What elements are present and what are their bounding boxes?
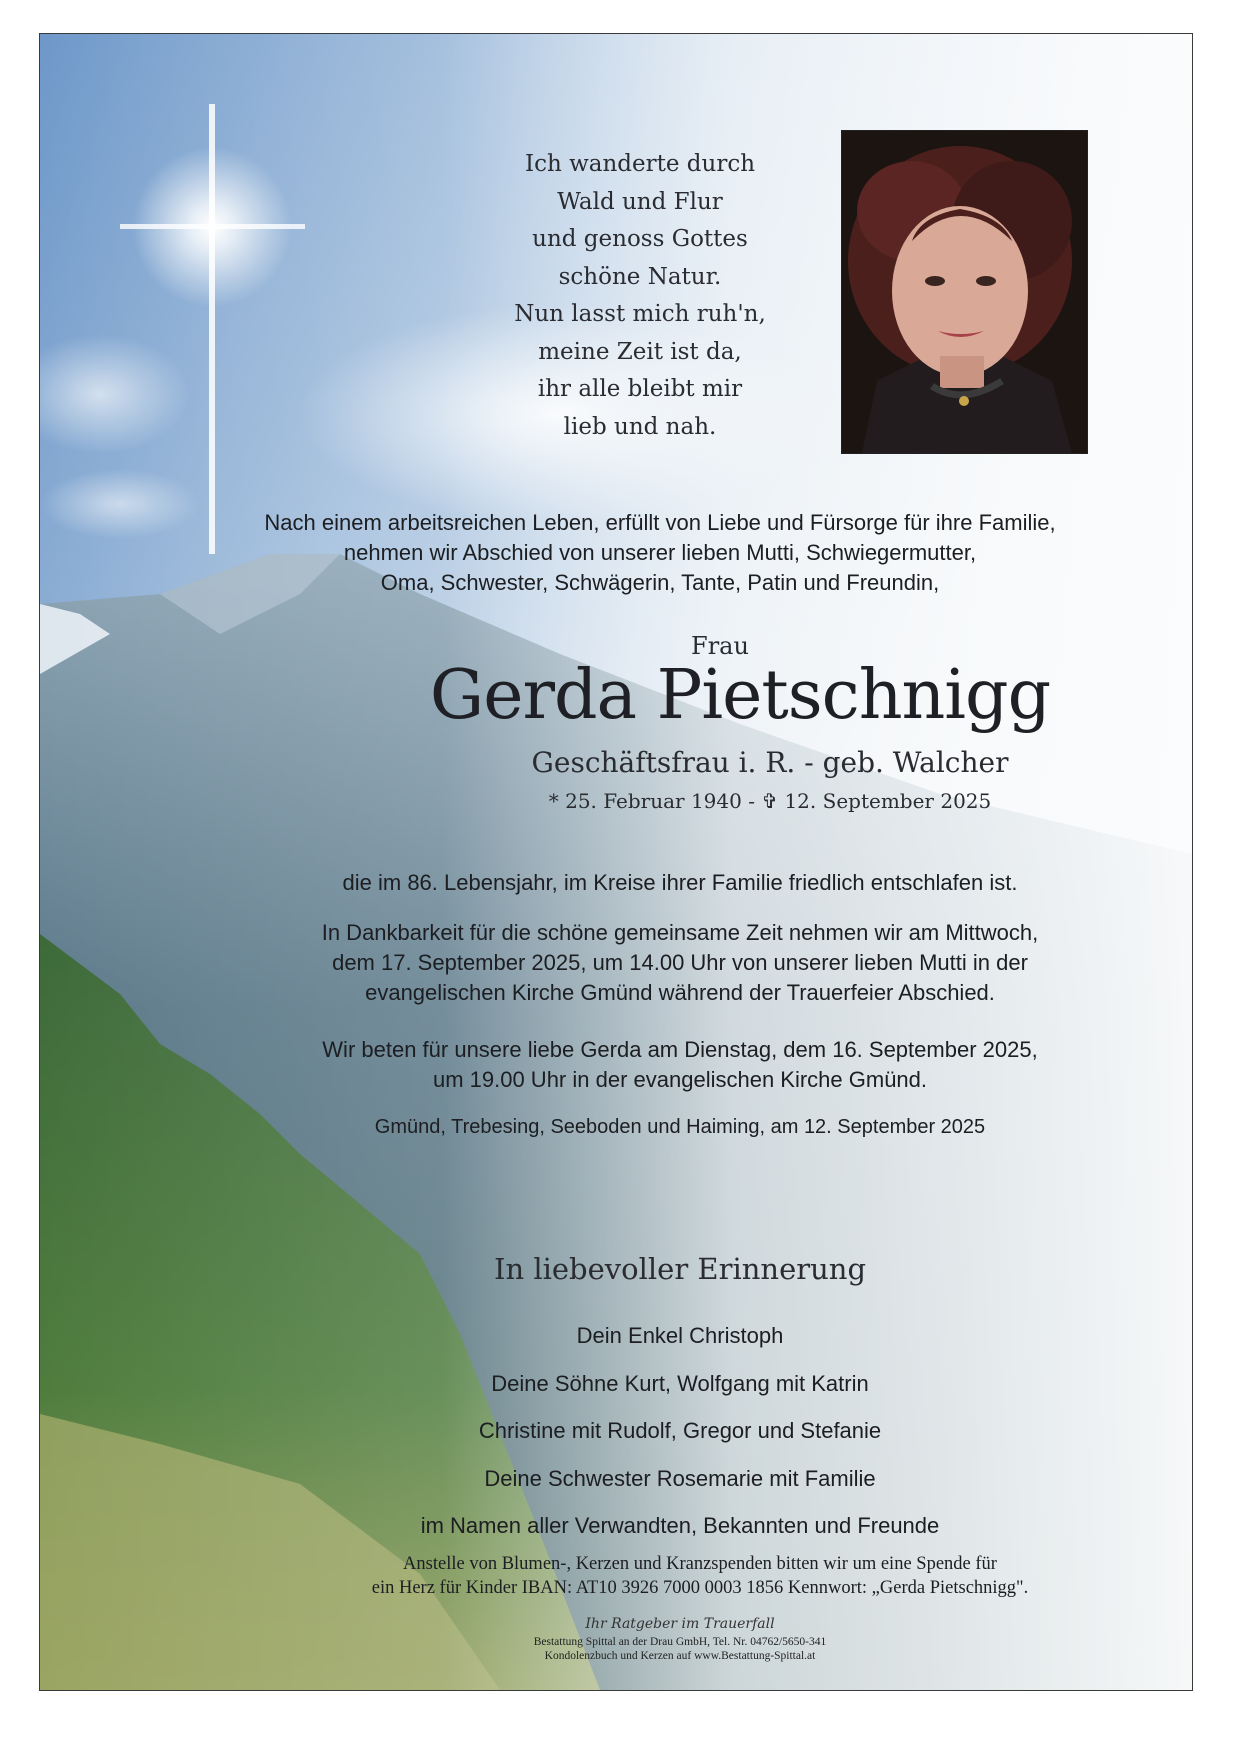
paragraph-line: dem 17. September 2025, um 14.00 Uhr von unserer lieben Mutti in der <box>332 950 1028 975</box>
donation-line: Anstelle von Blumen-, Kerzen und Kranzspenden bitten wir um eine Spende für <box>403 1554 997 1574</box>
intro-text <box>220 508 1100 598</box>
memory-title: In liebevoller Erinnerung <box>493 1252 867 1286</box>
poem-line: meine Zeit ist da, <box>538 338 742 365</box>
family-line: Deine Söhne Kurt, Wolfgang mit Katrin <box>491 1370 869 1396</box>
donation-line: ein Herz für Kinder IBAN: AT10 3926 7000 0003 1856 Kennwort: „Gerda Pietschnigg". <box>371 1578 1029 1598</box>
family-line: im Namen aller Verwandten, Bekannten und Freunde <box>420 1513 940 1538</box>
intro-line: Oma, Schwester, Schwägerin, Tante, Patin und Freundin, <box>380 570 940 595</box>
poem-line: lieb und nah. <box>563 413 717 440</box>
funeral-home-info <box>440 1635 920 1663</box>
footer-line: Kondolenzbuch und Kerzen auf www.Bestattung-Spittal.at <box>544 1650 816 1662</box>
paragraph-line: In Dankbarkeit für die schöne gemeinsame Zeit nehmen wir am Mittwoch, <box>321 920 1039 945</box>
family-line: Deine Schwester Rosemarie mit Familie <box>484 1465 876 1491</box>
deceased-dates: * 25. Februar 1940 - ✞ 12. September 2025 <box>548 789 992 813</box>
portrait-photo <box>841 130 1088 454</box>
paragraph-funeral <box>240 918 1120 1008</box>
intro-line: Nach einem arbeitsreichen Leben, erfüllt von Liebe und Fürsorge für ihre Familie, <box>264 510 1056 535</box>
family-line: Christine mit Rudolf, Gregor und Stefanie <box>478 1418 882 1443</box>
poem <box>440 146 840 446</box>
paragraph-line: Wir beten für unsere liebe Gerda am Dienstag, dem 16. September 2025, <box>322 1037 1038 1062</box>
poem-line: Wald und Flur <box>557 188 723 215</box>
family-list <box>280 1312 1080 1550</box>
funeral-home-slogan: Ihr Ratgeber im Trauerfall <box>585 1616 775 1632</box>
paragraph-line: um 19.00 Uhr in der evangelischen Kirche Gmünd. <box>432 1067 928 1092</box>
paragraph-line: die im 86. Lebensjahr, im Kreise ihrer Familie friedlich entschlafen ist. <box>342 870 1018 895</box>
paragraph-passing <box>240 868 1120 898</box>
family-line: Dein Enkel Christoph <box>576 1323 784 1348</box>
poem-line: ihr alle bleibt mir <box>537 376 743 402</box>
deceased-subtitle: Geschäftsfrau i. R. - geb. Walcher <box>531 746 1009 779</box>
footer-line: Bestattung Spittal an der Drau GmbH, Tel. Nr. 04762/5650-341 <box>533 1636 827 1648</box>
paragraph-line: Gmünd, Trebesing, Seeboden und Haiming, am 12. September 2025 <box>374 1116 986 1138</box>
salutation: Frau <box>691 632 749 660</box>
paragraph-prayer <box>240 1035 1120 1095</box>
paragraph-place-date <box>240 1112 1120 1142</box>
poem-line: schöne Natur. <box>558 263 722 290</box>
obituary-card <box>39 33 1193 1691</box>
poem-line: Ich wanderte durch <box>524 151 756 177</box>
donation-note <box>280 1552 1120 1600</box>
poem-line: und genoss Gottes <box>532 226 748 252</box>
deceased-name: Gerda Pietschnigg <box>429 656 1051 735</box>
poem-line: Nun lasst mich ruh'n, <box>514 301 766 327</box>
paragraph-line: evangelischen Kirche Gmünd während der Trauerfeier Abschied. <box>365 980 995 1005</box>
intro-line: nehmen wir Abschied von unserer lieben Mutti, Schwiegermutter, <box>343 540 977 565</box>
